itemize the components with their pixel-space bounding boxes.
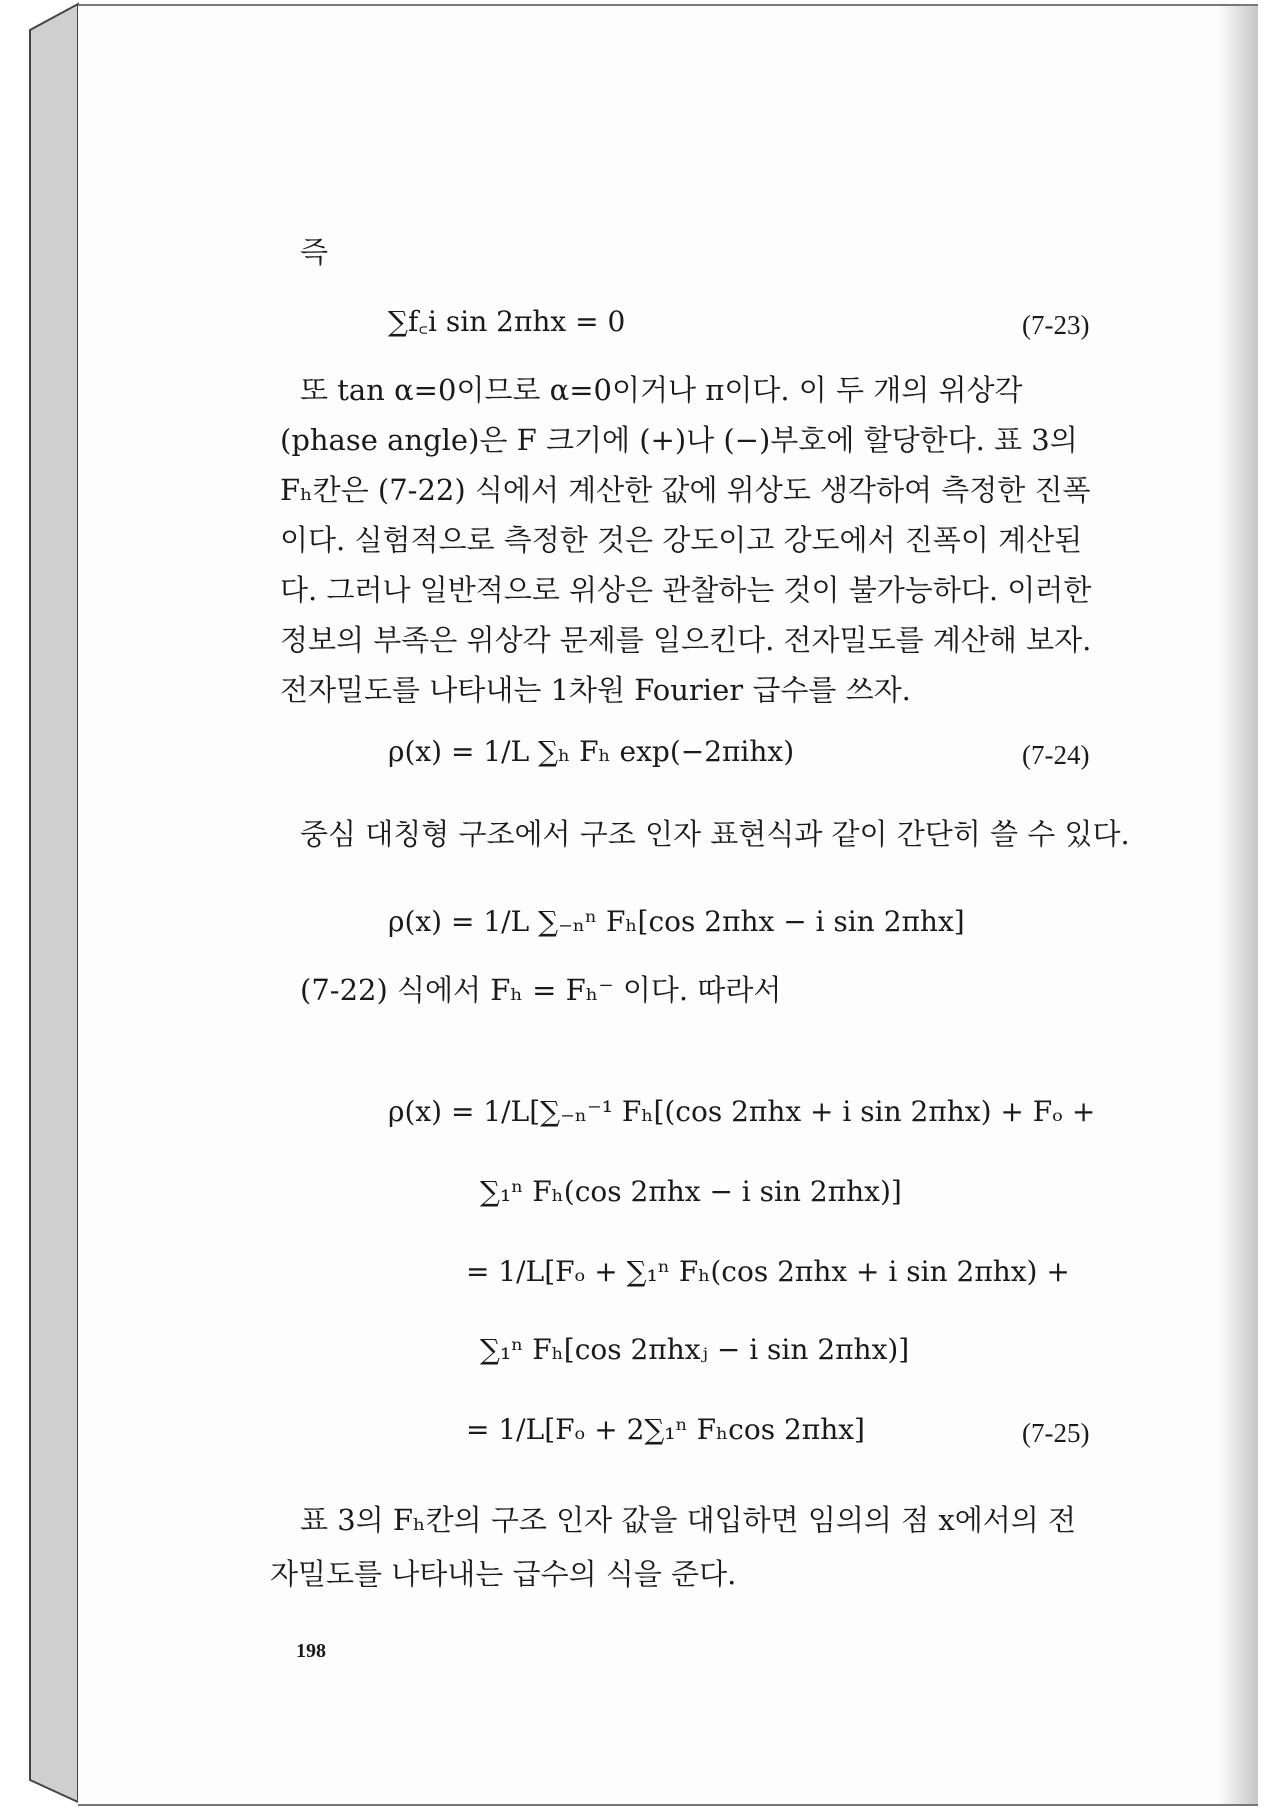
equation-number-7-25: (7-25) [1022, 1418, 1090, 1448]
paragraph1-line4: 이다. 실험적으로 측정한 것은 강도이고 강도에서 진폭이 계산된 [280, 523, 1083, 557]
paragraph1-line3: Fₕ칸은 (7-22) 식에서 계산한 값에 위상도 생각하여 측정한 진폭 [280, 473, 1091, 507]
equation-7-25-line1: ρ(x) = 1/L[∑₋ₙ⁻¹ Fₕ[(cos 2πhx + i sin 2πhx) + Fₒ + [388, 1095, 1096, 1128]
equation-7-23: ∑f꜀i sin 2πhx = 0 [388, 305, 626, 338]
paragraph2: 중심 대칭형 구조에서 구조 인자 표현식과 같이 간단히 쓸 수 있다. [300, 817, 1130, 851]
paragraph4-line2: 자밀도를 나타내는 급수의 식을 준다. [270, 1557, 737, 1591]
equation-7-24: ρ(x) = 1/L ∑ₕ Fₕ exp(−2πihx) [388, 735, 795, 768]
paragraph1-line7: 전자밀도를 나타내는 1차원 Fourier 급수를 쓰자. [280, 673, 911, 707]
equation-7-25-line4: ∑₁ⁿ Fₕ[cos 2πhxⱼ − i sin 2πhx)] [480, 1333, 910, 1366]
equation-unnumbered: ρ(x) = 1/L ∑₋ₙⁿ Fₕ[cos 2πhx − i sin 2πhx] [388, 905, 965, 938]
equation-7-25-line2: ∑₁ⁿ Fₕ(cos 2πhx − i sin 2πhx)] [480, 1175, 902, 1208]
page-right-shadow [1218, 6, 1258, 1804]
page-number: 198 [296, 1640, 326, 1662]
paragraph4-line1: 표 3의 Fₕ칸의 구조 인자 값을 대입하면 임의의 점 x에서의 전 [300, 1503, 1076, 1537]
paragraph3: (7-22) 식에서 Fₕ = Fₕ⁻ 이다. 따라서 [300, 973, 782, 1007]
paragraph1-line1: 또 tan α=0이므로 α=0이거나 π이다. 이 두 개의 위상각 [300, 373, 1023, 407]
equation-7-25-line5: = 1/L[Fₒ + 2∑₁ⁿ Fₕcos 2πhx] [466, 1413, 865, 1446]
equation-number-7-23: (7-23) [1022, 310, 1090, 340]
paragraph1-line6: 정보의 부족은 위상각 문제를 일으킨다. 전자밀도를 계산해 보자. [280, 623, 1092, 657]
paragraph1-line5: 다. 그러나 일반적으로 위상은 관찰하는 것이 불가능하다. 이러한 [280, 573, 1092, 607]
paragraph1-line2: (phase angle)은 F 크기에 (+)나 (−)부호에 할당한다. 표 3의 [280, 423, 1078, 457]
equation-number-7-24: (7-24) [1022, 740, 1090, 770]
book-page [78, 4, 1258, 1806]
intro-word: 즉 [300, 235, 329, 269]
equation-7-25-line3: = 1/L[Fₒ + ∑₁ⁿ Fₕ(cos 2πhx + i sin 2πhx) + [466, 1255, 1070, 1288]
